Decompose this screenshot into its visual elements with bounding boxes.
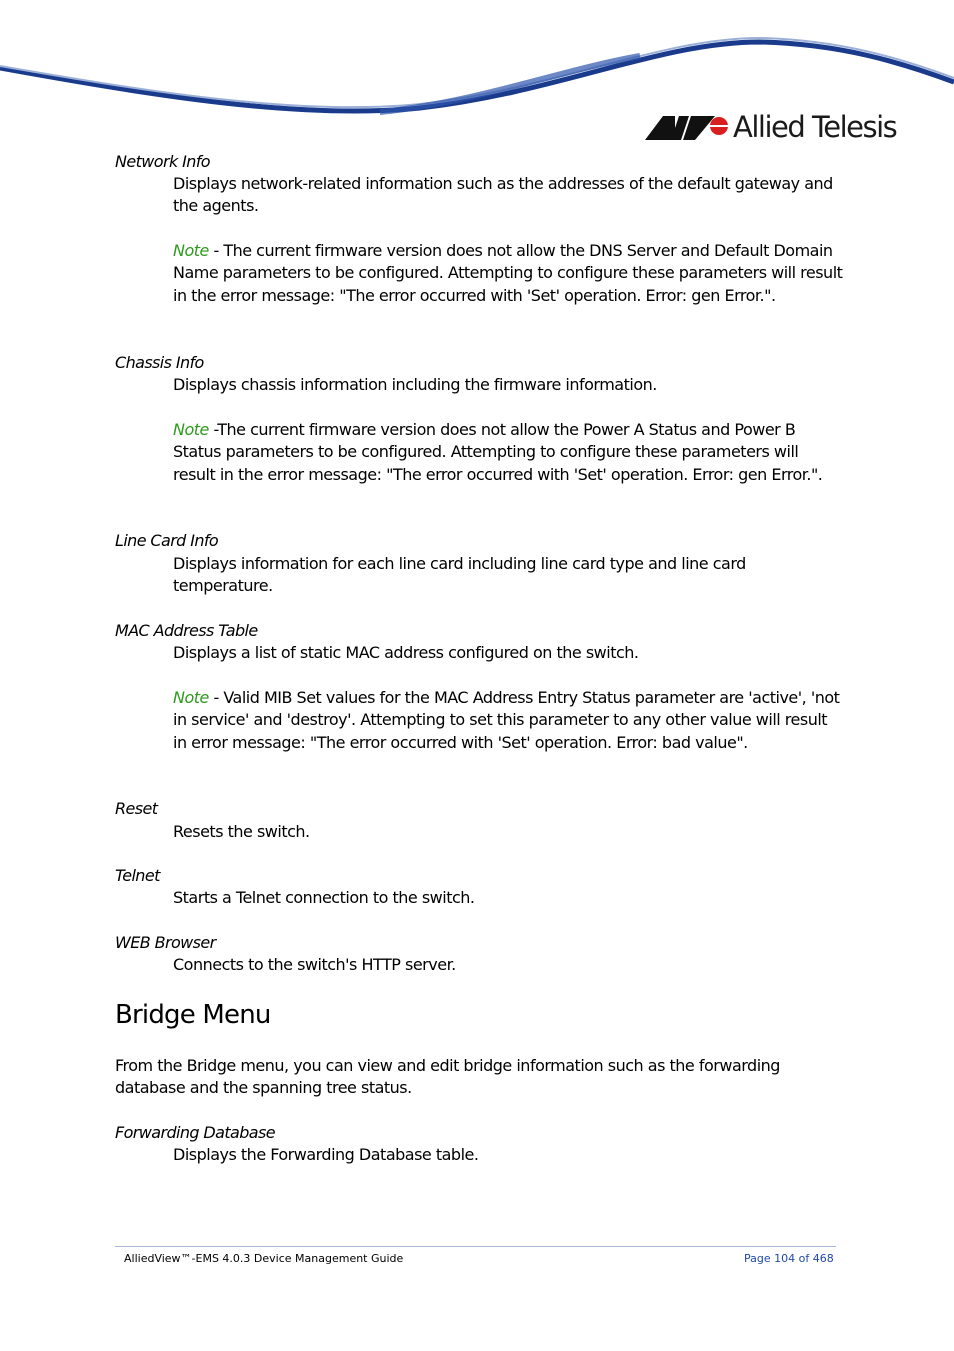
term-web-browser: WEB Browser	[115, 933, 216, 952]
description-reset: Resets the switch.	[173, 822, 310, 841]
logo-wordmark: Allied Telesis	[733, 110, 897, 144]
term-forwarding-database: Forwarding Database	[115, 1123, 275, 1142]
bridge-menu-intro: From the Bridge menu, you can view and edit bridge information such as the forwarding database and the spanning tree status.	[115, 1056, 780, 1098]
description-forwarding-database: Displays the Forwarding Database table.	[173, 1145, 479, 1164]
allied-telesis-logo	[645, 108, 905, 148]
term-telnet: Telnet	[115, 866, 160, 885]
footer-divider	[115, 1246, 836, 1247]
term-reset: Reset	[115, 799, 158, 818]
description-web-browser: Connects to the switch's HTTP server.	[173, 955, 456, 974]
term-mac-address-table: MAC Address Table	[115, 621, 258, 640]
note-chassis-info	[173, 419, 843, 486]
note-label: Note	[173, 241, 209, 260]
footer-guide-title: AlliedView™-EMS 4.0.3 Device Management Guide	[124, 1252, 404, 1265]
note-label: Note	[173, 420, 209, 439]
term-line-card-info: Line Card Info	[115, 531, 219, 550]
logo-mark-icon	[645, 112, 729, 146]
description-telnet: Starts a Telnet connection to the switch.	[173, 888, 475, 907]
term-chassis-info: Chassis Info	[115, 353, 204, 372]
note-text: - Valid MIB Set values for the MAC Address Entry Status parameter are 'active', 'not in service' and 'destroy'. Attempting to set this parameter to any other value will result in error message: "The error occurred with 'Set' operation. Error: bad value".	[173, 688, 840, 752]
description-mac-address-table: Displays a list of static MAC address configured on the switch.	[173, 643, 639, 662]
note-label: Note	[173, 688, 209, 707]
description-network-info: Displays network-related information such as the addresses of the default gateway and the agents.	[173, 174, 833, 216]
note-network-info	[173, 240, 843, 307]
description-line-card-info: Displays information for each line card including line card type and line card temperature.	[173, 554, 746, 596]
note-text: -The current firmware version does not allow the Power A Status and Power B Status parameters to be configured. Attempting to configure these parameters will result in the error message: "The error occurred with 'Set' operation. Error: gen Error.".	[173, 420, 823, 484]
note-mac-address-table	[173, 687, 843, 754]
description-chassis-info: Displays chassis information including the firmware information.	[173, 375, 657, 394]
section-heading-bridge-menu: Bridge Menu	[115, 1000, 271, 1030]
note-text: - The current firmware version does not allow the DNS Server and Default Domain Name parameters to be configured. Attempting to configure these parameters will result in the error message: "The error occurred with 'Set' operation. Error: gen Error.".	[173, 241, 843, 305]
term-network-info: Network Info	[115, 152, 210, 171]
footer-page-number: Page 104 of 468	[744, 1252, 834, 1265]
